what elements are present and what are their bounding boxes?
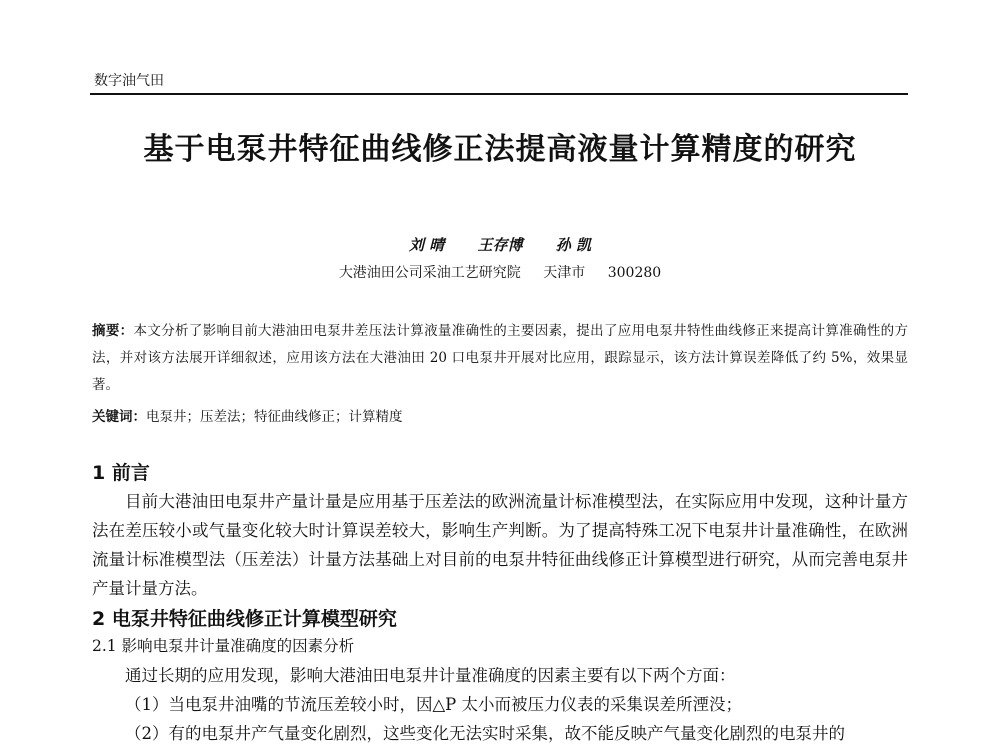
- journal-section-label: 数字油气田: [94, 73, 164, 89]
- abstract-label: 摘要：: [92, 323, 134, 339]
- header-rule: [90, 93, 908, 95]
- list-item: （1）当电泵井油嘴的节流压差较小时，因△P 太小而被压力仪表的采集误差所湮没；: [125, 695, 743, 714]
- introduction-paragraph: 目前大港油田电泵井产量计量是应用基于压差法的欧洲流量计标准模型法，在实际应用中发现，这种计量方法在差压较小或气量变化较大时计算误差较大，影响生产判断。为了提高特殊工况下电泵井计量准确性，在欧洲流量计标准模型法（压差法）计量方法基础上对目前的电泵井特征曲线修正计算模型进行研究，从而完善电泵井产量计量方法。: [92, 492, 908, 598]
- author-affiliation: [0, 262, 1000, 282]
- author-name: 孙 凯: [555, 236, 591, 254]
- affiliation-postcode: 300280: [607, 265, 662, 281]
- author-name: 王存博: [477, 236, 523, 254]
- affiliation-org: 大港油田公司采油工艺研究院: [338, 265, 521, 281]
- section-heading-model-study: 2 电泵井特征曲线修正计算模型研究: [92, 608, 397, 630]
- list-item: （2）有的电泵井产气量变化剧烈，这些变化无法实时采集，故不能反映产气量变化剧烈的电泵井的: [125, 724, 845, 743]
- keywords-label: 关键词：: [92, 409, 146, 425]
- subsection-heading-factors: 2.1 影响电泵井计量准确度的因素分析: [92, 637, 355, 655]
- section-heading-introduction: 1 前言: [92, 462, 150, 484]
- body-text-line: 通过长期的应用发现，影响大港油田电泵井计量准确度的因素主要有以下两个方面：: [125, 666, 736, 685]
- paper-title: 基于电泵井特征曲线修正法提高液量计算精度的研究: [143, 132, 857, 167]
- abstract-text: 本文分析了影响目前大港油田电泵井差压法计算液量准确性的主要因素，提出了应用电泵井特性曲线修正来提高计算准确性的方法，并对该方法展开详细叙述，应用该方法在大港油田 20 口电泵井开展对比应用，跟踪显示，该方法计算误差降低了约 5%，效果显著。: [92, 323, 909, 393]
- keywords-text: 电泵井；压差法；特征曲线修正；计算精度: [146, 409, 403, 425]
- affiliation-city: 天津市: [543, 265, 586, 281]
- abstract: [92, 318, 908, 399]
- author-list: [0, 234, 1000, 255]
- author-name: 刘 晴: [409, 236, 445, 254]
- keywords: [92, 404, 908, 431]
